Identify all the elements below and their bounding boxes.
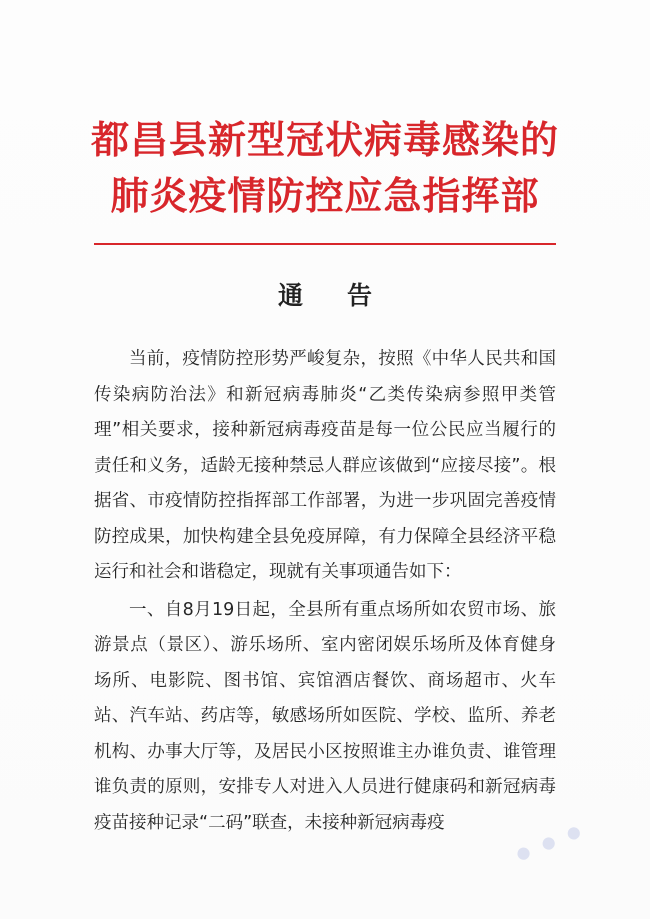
scan-watermark: ● ● ● [513, 819, 587, 864]
issuer-header-line-1: 都昌县新型冠状病毒感染的 [90, 117, 559, 162]
header-divider [94, 243, 556, 245]
issuer-header [0, 112, 650, 224]
notice-body [94, 342, 556, 841]
paragraph-intro: 当前，疫情防控形势严峻复杂，按照《中华人民共和国传染病防治法》和新冠病毒肺炎“乙类传染病参照甲类管理”相关要求，接种新冠病毒疫苗是每一位公民应当履行的责任和义务，适龄无接种禁忌人群应该做到“应接尽接”。根据省、市疫情防控指挥部工作部署，为进一步巩固完善疫情防控成果，加快构建全县免疫屏障，有力保障全县经济平稳运行和社会和谐稳定，现就有关事项通告如下： [94, 349, 556, 582]
notice-title: 通告 [277, 281, 416, 310]
issuer-header-line-2: 肺炎疫情防控应急指挥部 [110, 173, 540, 218]
paragraph-item-1: 一、自8月19日起，全县所有重点场所如农贸市场、旅游景点（景区）、游乐场所、室内密闭娱乐场所及体育健身场所、电影院、图书馆、宾馆酒店餐饮、商场超市、火车站、汽车站、药店等，敏感场所如医院、学校、监所、养老机构、办事大厅等，及居民小区按照谁主办谁负责、谁管理谁负责的原则，安排专人对进入人员进行健康码和新冠病毒疫苗接种记录“二码”联查，未接种新冠病毒疫 [94, 599, 556, 833]
